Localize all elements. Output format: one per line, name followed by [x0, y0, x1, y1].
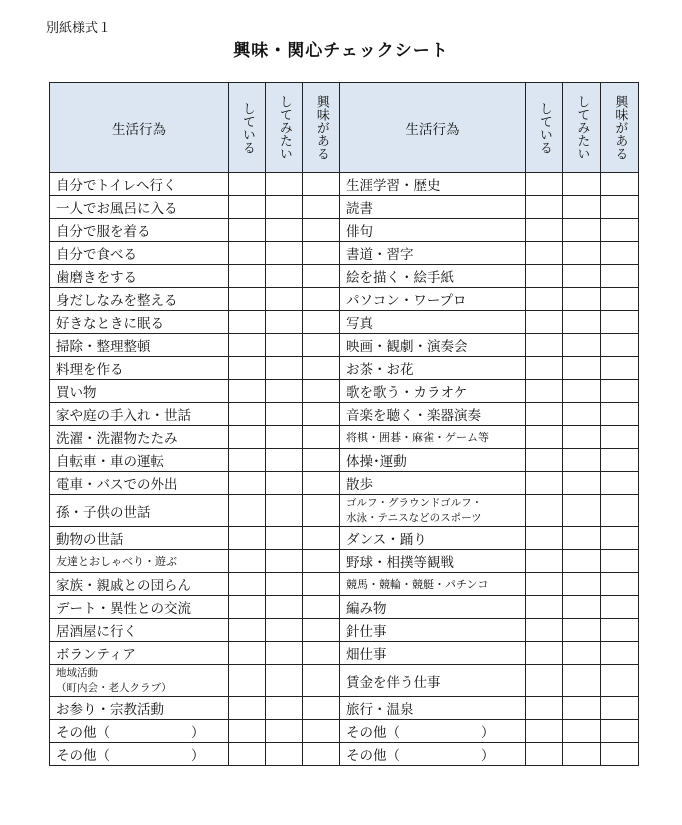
activity-right: 体操･運動	[340, 449, 526, 472]
check-cell-want[interactable]	[563, 472, 601, 495]
table-row	[50, 720, 639, 743]
check-cell-interest[interactable]	[303, 697, 340, 720]
check-cell-want[interactable]	[266, 665, 303, 697]
check-cell-interest[interactable]	[303, 596, 340, 619]
table-row	[50, 619, 639, 642]
activity-left: 家や庭の手入れ・世話	[50, 403, 229, 426]
activity-right: 書道・習字	[340, 242, 526, 265]
header-want-right	[563, 83, 601, 173]
check-cell-doing[interactable]	[526, 495, 563, 527]
check-cell-interest[interactable]	[303, 550, 340, 573]
check-cell-doing[interactable]	[229, 288, 266, 311]
form-number: 別紙様式１	[46, 21, 112, 36]
check-cell-interest[interactable]	[303, 403, 340, 426]
check-cell-want[interactable]	[563, 357, 601, 380]
check-cell-doing[interactable]	[229, 334, 266, 357]
table-row	[50, 334, 639, 357]
check-cell-doing[interactable]	[229, 380, 266, 403]
check-cell-want[interactable]	[563, 665, 601, 697]
activity-left: 居酒屋に行く	[50, 619, 229, 642]
check-cell-want[interactable]	[266, 426, 303, 449]
check-cell-doing[interactable]	[229, 697, 266, 720]
table-row	[50, 472, 639, 495]
check-cell-want[interactable]	[563, 743, 601, 766]
check-cell-want[interactable]	[563, 173, 601, 196]
check-cell-want[interactable]	[266, 550, 303, 573]
check-cell-doing[interactable]	[526, 449, 563, 472]
table-row	[50, 288, 639, 311]
check-cell-doing[interactable]	[229, 596, 266, 619]
header-doing-label: している	[536, 101, 552, 154]
check-cell-want[interactable]	[266, 173, 303, 196]
table-row	[50, 219, 639, 242]
check-cell-want[interactable]	[266, 357, 303, 380]
check-cell-doing[interactable]	[229, 311, 266, 334]
check-cell-doing[interactable]	[526, 697, 563, 720]
activity-right: 音楽を聴く・楽器演奏	[340, 403, 526, 426]
check-cell-doing[interactable]	[526, 550, 563, 573]
activity-right: 将棋・囲碁・麻雀・ゲーム等	[340, 426, 526, 449]
check-cell-want[interactable]	[266, 242, 303, 265]
check-cell-want[interactable]	[563, 527, 601, 550]
check-cell-want[interactable]	[563, 449, 601, 472]
header-interest-left	[303, 83, 340, 173]
table-row	[50, 173, 639, 196]
check-cell-doing[interactable]	[229, 472, 266, 495]
check-cell-interest[interactable]	[601, 743, 639, 766]
check-cell-interest[interactable]	[601, 720, 639, 743]
check-cell-doing[interactable]	[229, 495, 266, 527]
check-cell-interest[interactable]	[601, 527, 639, 550]
check-cell-want[interactable]	[266, 596, 303, 619]
check-cell-doing[interactable]	[229, 550, 266, 573]
check-cell-doing[interactable]	[229, 426, 266, 449]
check-cell-want[interactable]	[266, 697, 303, 720]
table-row	[50, 596, 639, 619]
activity-left: 歯磨きをする	[50, 265, 229, 288]
check-cell-doing[interactable]	[229, 573, 266, 596]
check-cell-interest[interactable]	[601, 265, 639, 288]
activity-left: 一人でお風呂に入る	[50, 196, 229, 219]
check-cell-want[interactable]	[266, 449, 303, 472]
check-cell-interest[interactable]	[303, 288, 340, 311]
table-row	[50, 527, 639, 550]
activity-left: その他（ ）	[50, 743, 229, 766]
check-cell-doing[interactable]	[526, 720, 563, 743]
check-cell-interest[interactable]	[601, 426, 639, 449]
check-cell-interest[interactable]	[601, 697, 639, 720]
check-cell-doing[interactable]	[526, 472, 563, 495]
table-row	[50, 449, 639, 472]
check-cell-doing[interactable]	[526, 334, 563, 357]
table-row	[50, 550, 639, 573]
check-cell-want[interactable]	[563, 426, 601, 449]
check-cell-want[interactable]	[266, 527, 303, 550]
check-cell-doing[interactable]	[526, 196, 563, 219]
check-cell-doing[interactable]	[229, 665, 266, 697]
check-cell-want[interactable]	[266, 573, 303, 596]
activity-right: 映画・観劇・演奏会	[340, 334, 526, 357]
check-cell-interest[interactable]	[601, 550, 639, 573]
check-cell-interest[interactable]	[601, 403, 639, 426]
check-cell-interest[interactable]	[601, 665, 639, 697]
check-cell-want[interactable]	[266, 334, 303, 357]
activity-right: 賃金を伴う仕事	[340, 665, 526, 697]
check-cell-interest[interactable]	[303, 720, 340, 743]
table-row	[50, 495, 639, 527]
check-cell-doing[interactable]	[526, 265, 563, 288]
check-cell-want[interactable]	[563, 697, 601, 720]
activity-right: 生涯学習・歴史	[340, 173, 526, 196]
check-cell-interest[interactable]	[303, 619, 340, 642]
header-row	[50, 83, 639, 173]
check-cell-interest[interactable]	[303, 380, 340, 403]
check-cell-interest[interactable]	[303, 449, 340, 472]
check-cell-doing[interactable]	[526, 380, 563, 403]
check-cell-doing[interactable]	[229, 743, 266, 766]
table-row	[50, 265, 639, 288]
check-cell-want[interactable]	[563, 573, 601, 596]
activity-right: 写真	[340, 311, 526, 334]
check-cell-want[interactable]	[266, 219, 303, 242]
check-cell-doing[interactable]	[229, 357, 266, 380]
activity-right: 畑仕事	[340, 642, 526, 665]
activity-right: 俳句	[340, 219, 526, 242]
activity-right: その他（ ）	[340, 720, 526, 743]
check-cell-interest[interactable]	[601, 472, 639, 495]
check-cell-want[interactable]	[563, 196, 601, 219]
table-row	[50, 242, 639, 265]
check-cell-want[interactable]	[266, 743, 303, 766]
check-cell-interest[interactable]	[601, 173, 639, 196]
table-row	[50, 403, 639, 426]
check-cell-doing[interactable]	[526, 173, 563, 196]
header-interest-label: 興味がある	[612, 95, 628, 160]
check-cell-want[interactable]	[563, 288, 601, 311]
check-cell-doing[interactable]	[229, 449, 266, 472]
check-cell-want[interactable]	[563, 219, 601, 242]
table-row	[50, 665, 639, 697]
check-cell-doing[interactable]	[526, 573, 563, 596]
check-cell-doing[interactable]	[526, 242, 563, 265]
table-row	[50, 743, 639, 766]
check-cell-doing[interactable]	[229, 403, 266, 426]
activity-left: 地域活動 （町内会・老人クラブ）	[50, 665, 229, 697]
activity-right: その他（ ）	[340, 743, 526, 766]
check-cell-doing[interactable]	[229, 642, 266, 665]
check-cell-doing[interactable]	[229, 242, 266, 265]
table-row	[50, 642, 639, 665]
check-cell-interest[interactable]	[303, 642, 340, 665]
header-activity-left: 生活行為	[50, 83, 229, 173]
activity-left: 電車・バスでの外出	[50, 472, 229, 495]
activity-left: その他（ ）	[50, 720, 229, 743]
check-cell-doing[interactable]	[526, 743, 563, 766]
check-cell-want[interactable]	[266, 311, 303, 334]
check-cell-doing[interactable]	[526, 596, 563, 619]
check-cell-want[interactable]	[563, 550, 601, 573]
activity-left: 好きなときに眠る	[50, 311, 229, 334]
activity-left: 自分で食べる	[50, 242, 229, 265]
check-cell-interest[interactable]	[303, 357, 340, 380]
activity-left: 洗濯・洗濯物たたみ	[50, 426, 229, 449]
header-interest-right	[601, 83, 639, 173]
check-cell-interest[interactable]	[601, 449, 639, 472]
check-cell-doing[interactable]	[229, 720, 266, 743]
check-cell-want[interactable]	[563, 720, 601, 743]
check-cell-want[interactable]	[563, 242, 601, 265]
check-cell-want[interactable]	[266, 288, 303, 311]
activity-left: お参り・宗教活動	[50, 697, 229, 720]
header-doing-label: している	[239, 101, 255, 154]
check-cell-want[interactable]	[563, 403, 601, 426]
check-cell-interest[interactable]	[601, 573, 639, 596]
check-cell-doing[interactable]	[229, 173, 266, 196]
check-cell-interest[interactable]	[601, 380, 639, 403]
check-cell-want[interactable]	[563, 311, 601, 334]
header-want-label: してみたい	[276, 95, 292, 160]
activity-left: 掃除・整理整頓	[50, 334, 229, 357]
activity-right: 読書	[340, 196, 526, 219]
check-cell-interest[interactable]	[601, 311, 639, 334]
activity-left: 料理を作る	[50, 357, 229, 380]
header-doing-right	[526, 83, 563, 173]
activity-left: 自分で服を着る	[50, 219, 229, 242]
check-cell-want[interactable]	[266, 720, 303, 743]
activity-right: 歌を歌う・カラオケ	[340, 380, 526, 403]
table-row	[50, 697, 639, 720]
check-cell-interest[interactable]	[303, 219, 340, 242]
check-cell-want[interactable]	[266, 403, 303, 426]
activity-right: 旅行・温泉	[340, 697, 526, 720]
activity-left: デート・異性との交流	[50, 596, 229, 619]
check-cell-interest[interactable]	[601, 495, 639, 527]
check-cell-interest[interactable]	[601, 642, 639, 665]
activity-left: 友達とおしゃべり・遊ぶ	[50, 550, 229, 573]
check-cell-interest[interactable]	[601, 596, 639, 619]
check-cell-interest[interactable]	[601, 288, 639, 311]
activity-right: ゴルフ・グラウンドゴルフ・ 水泳・テニスなどのスポーツ	[340, 495, 526, 527]
header-want-left	[266, 83, 303, 173]
check-cell-want[interactable]	[563, 495, 601, 527]
check-cell-interest[interactable]	[601, 357, 639, 380]
check-cell-doing[interactable]	[526, 642, 563, 665]
check-cell-doing[interactable]	[526, 219, 563, 242]
activity-right: 絵を描く・絵手紙	[340, 265, 526, 288]
interest-check-table	[49, 82, 639, 766]
check-cell-want[interactable]	[266, 265, 303, 288]
activity-right: お茶・お花	[340, 357, 526, 380]
activity-left: 買い物	[50, 380, 229, 403]
check-cell-want[interactable]	[563, 334, 601, 357]
header-activity-right: 生活行為	[340, 83, 526, 173]
activity-right: 競馬・競輪・競艇・パチンコ	[340, 573, 526, 596]
check-cell-want[interactable]	[266, 642, 303, 665]
activity-right: 編み物	[340, 596, 526, 619]
check-cell-want[interactable]	[563, 596, 601, 619]
header-interest-label: 興味がある	[313, 95, 329, 160]
check-cell-interest[interactable]	[303, 242, 340, 265]
activity-right: 散歩	[340, 472, 526, 495]
activity-left: ボランティア	[50, 642, 229, 665]
check-cell-doing[interactable]	[526, 288, 563, 311]
check-cell-doing[interactable]	[229, 619, 266, 642]
check-cell-doing[interactable]	[229, 527, 266, 550]
check-cell-interest[interactable]	[303, 196, 340, 219]
check-cell-want[interactable]	[563, 642, 601, 665]
check-cell-interest[interactable]	[303, 311, 340, 334]
check-cell-doing[interactable]	[229, 219, 266, 242]
check-cell-interest[interactable]	[601, 619, 639, 642]
activity-left: 家族・親戚との団らん	[50, 573, 229, 596]
check-cell-interest[interactable]	[303, 743, 340, 766]
check-cell-want[interactable]	[266, 495, 303, 527]
check-cell-want[interactable]	[266, 619, 303, 642]
check-cell-interest[interactable]	[601, 196, 639, 219]
check-cell-doing[interactable]	[526, 426, 563, 449]
activity-left: 動物の世話	[50, 527, 229, 550]
check-cell-want[interactable]	[266, 380, 303, 403]
activity-right: ダンス・踊り	[340, 527, 526, 550]
check-cell-want[interactable]	[563, 619, 601, 642]
check-cell-want[interactable]	[563, 265, 601, 288]
check-cell-interest[interactable]	[303, 334, 340, 357]
check-cell-doing[interactable]	[526, 527, 563, 550]
check-cell-interest[interactable]	[303, 472, 340, 495]
check-cell-doing[interactable]	[526, 403, 563, 426]
activity-right: パソコン・ワープロ	[340, 288, 526, 311]
table-row	[50, 196, 639, 219]
check-cell-interest[interactable]	[303, 573, 340, 596]
check-cell-interest[interactable]	[601, 219, 639, 242]
check-cell-interest[interactable]	[303, 495, 340, 527]
activity-right: 野球・相撲等観戦	[340, 550, 526, 573]
activity-left: 身だしなみを整える	[50, 288, 229, 311]
check-cell-interest[interactable]	[303, 265, 340, 288]
check-cell-want[interactable]	[266, 472, 303, 495]
check-cell-doing[interactable]	[526, 311, 563, 334]
header-want-label: してみたい	[574, 95, 590, 160]
table-row	[50, 380, 639, 403]
activity-left: 自転車・車の運転	[50, 449, 229, 472]
sheet-title: 興味・関心チェックシート	[233, 41, 449, 61]
check-cell-doing[interactable]	[229, 265, 266, 288]
check-cell-doing[interactable]	[229, 196, 266, 219]
table-row	[50, 357, 639, 380]
check-cell-interest[interactable]	[303, 665, 340, 697]
check-cell-want[interactable]	[563, 380, 601, 403]
check-cell-doing[interactable]	[526, 619, 563, 642]
check-cell-interest[interactable]	[601, 242, 639, 265]
activity-right: 針仕事	[340, 619, 526, 642]
table-row	[50, 573, 639, 596]
activity-left: 自分でトイレへ行く	[50, 173, 229, 196]
table-row	[50, 426, 639, 449]
check-cell-doing[interactable]	[526, 665, 563, 697]
check-cell-doing[interactable]	[526, 357, 563, 380]
header-doing-left	[229, 83, 266, 173]
check-cell-interest[interactable]	[303, 173, 340, 196]
check-cell-interest[interactable]	[601, 334, 639, 357]
check-cell-interest[interactable]	[303, 527, 340, 550]
table-row	[50, 311, 639, 334]
activity-left: 孫・子供の世話	[50, 495, 229, 527]
check-cell-interest[interactable]	[303, 426, 340, 449]
check-cell-want[interactable]	[266, 196, 303, 219]
